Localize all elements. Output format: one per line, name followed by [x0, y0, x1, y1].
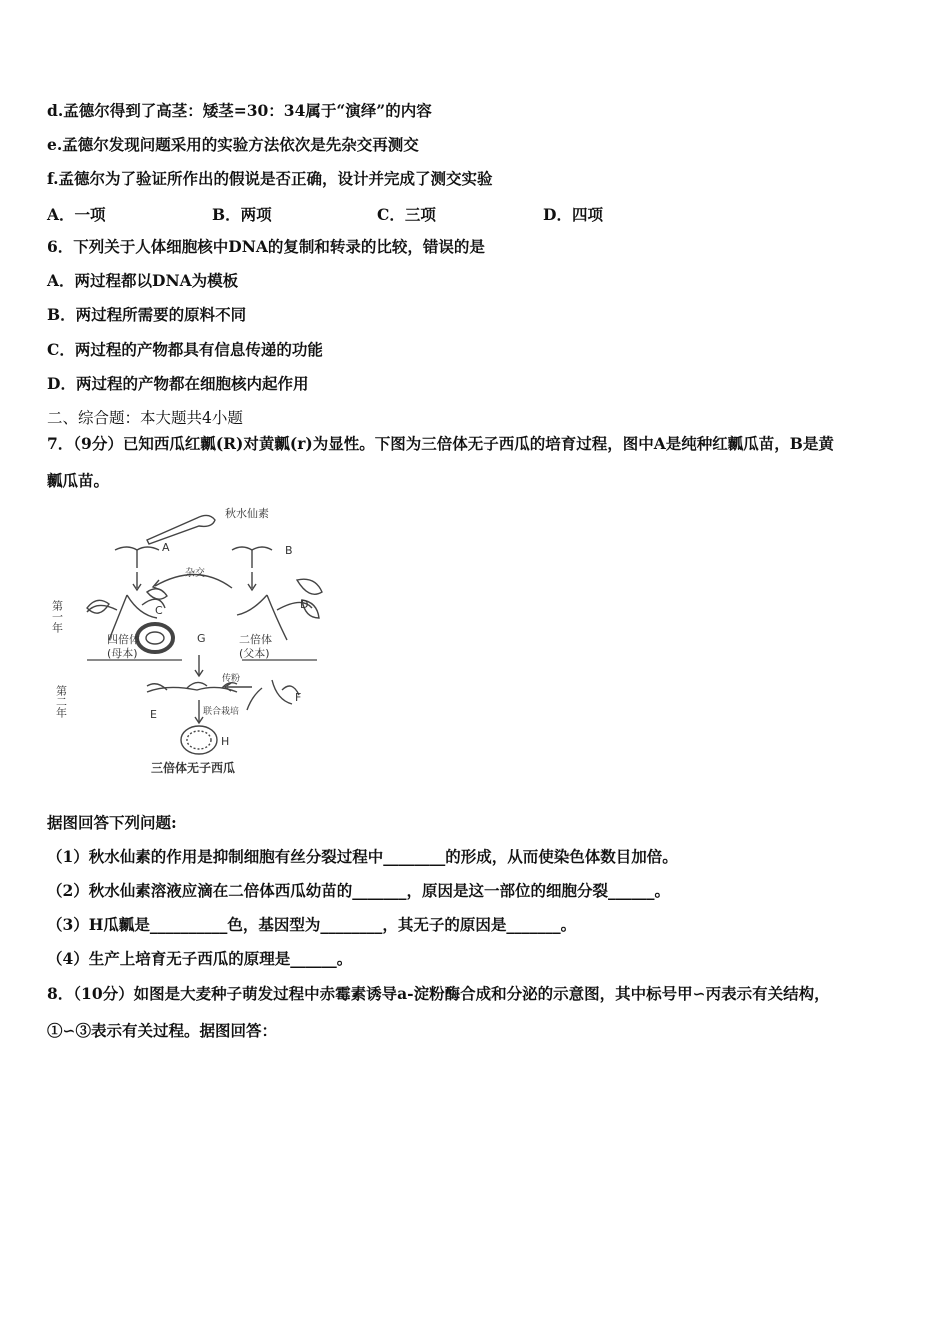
- fig-label-b: B: [285, 544, 293, 557]
- fig-year2-label: 第二年: [54, 685, 68, 718]
- q6-option-a: A．两过程都以DNA为模板: [47, 271, 239, 290]
- fig-triploid-label: 三倍体无子西瓜: [151, 761, 236, 775]
- fig-colchicine-label: 秋水仙素: [225, 507, 269, 520]
- q5-option-c: C．三项: [377, 205, 436, 224]
- dropper-icon: [147, 515, 215, 544]
- q8-line2: ①∽③表示有关过程。据图回答：: [47, 1021, 277, 1040]
- q6-stem: 6．下列关于人体细胞核中DNA的复制和转录的比较，错误的是: [47, 237, 485, 256]
- fig-cross-label: 杂交: [185, 568, 205, 579]
- q7-stem-line1: 7．（9分）已知西瓜红瓤(R)对黄瓤(r)为显性。下图为三倍体无子西瓜的培育过程，图中A是纯种红瓤瓜苗，B是黄: [47, 434, 834, 453]
- statement-f: f.孟德尔为了验证所作出的假说是否正确，设计并完成了测交实验: [47, 169, 493, 188]
- q5-option-a: A．一项: [47, 205, 106, 224]
- fig-label-e: E: [150, 708, 157, 721]
- fig-label-f: F: [295, 691, 302, 704]
- q5-option-d: D．四项: [543, 205, 603, 224]
- fig-label-a: A: [162, 541, 170, 554]
- q7-stem-line2: 瓤瓜苗。: [47, 471, 110, 490]
- q5-option-b: B．两项: [212, 205, 272, 224]
- fig-label-c: C: [155, 604, 163, 617]
- q6-option-c: C．两过程的产物都具有信息传递的功能: [47, 340, 323, 359]
- q6-option-b: B．两过程所需要的原料不同: [47, 305, 247, 324]
- statement-d: d.孟德尔得到了高茎：矮茎=30：34属于“演绎”的内容: [47, 101, 432, 120]
- q7-sub-4: （4）生产上培育无子西瓜的原理是______。: [47, 949, 353, 968]
- q7-prompt: 据图回答下列问题:: [47, 813, 177, 832]
- fig-mother-label: (母本): [107, 647, 138, 660]
- section-heading: 二、综合题：本大题共4小题: [47, 409, 243, 427]
- watermelon-breeding-diagram: [47, 500, 337, 785]
- q7-sub-3: （3）H瓜瓤是__________色，基因型为________，其无子的原因是_______。: [47, 915, 577, 934]
- fig-label-h: H: [221, 735, 230, 748]
- fig-year1-label: 第一年: [50, 600, 64, 633]
- q8-line1: 8．（10分）如图是大麦种子萌发过程中赤霉素诱导a-淀粉酶合成和分泌的示意图，其中标号甲∽丙表示有关结构，: [47, 984, 830, 1003]
- fig-pollination-label: 传粉: [222, 674, 241, 684]
- q7-sub-1: （1）秋水仙素的作用是抑制细胞有丝分裂过程中________的形成，从而使染色体数目加倍。: [47, 847, 678, 866]
- statement-e: e.孟德尔发现问题采用的实验方法依次是先杂交再测交: [47, 135, 419, 154]
- fig-label-d: D: [300, 598, 309, 611]
- q7-sub-2: （2）秋水仙素溶液应滴在二倍体西瓜幼苗的_______，原因是这一部位的细胞分裂______。: [47, 881, 671, 900]
- fig-label-g: G: [197, 632, 206, 645]
- q6-option-d: D．两过程的产物都在细胞核内起作用: [47, 374, 309, 393]
- fig-father-label: (父本): [239, 647, 270, 660]
- fig-interplant-label: 联合栽培: [203, 707, 240, 717]
- fig-diploid-label: 二倍体: [239, 633, 272, 646]
- fig-tetraploid-label: 四倍体: [107, 633, 140, 646]
